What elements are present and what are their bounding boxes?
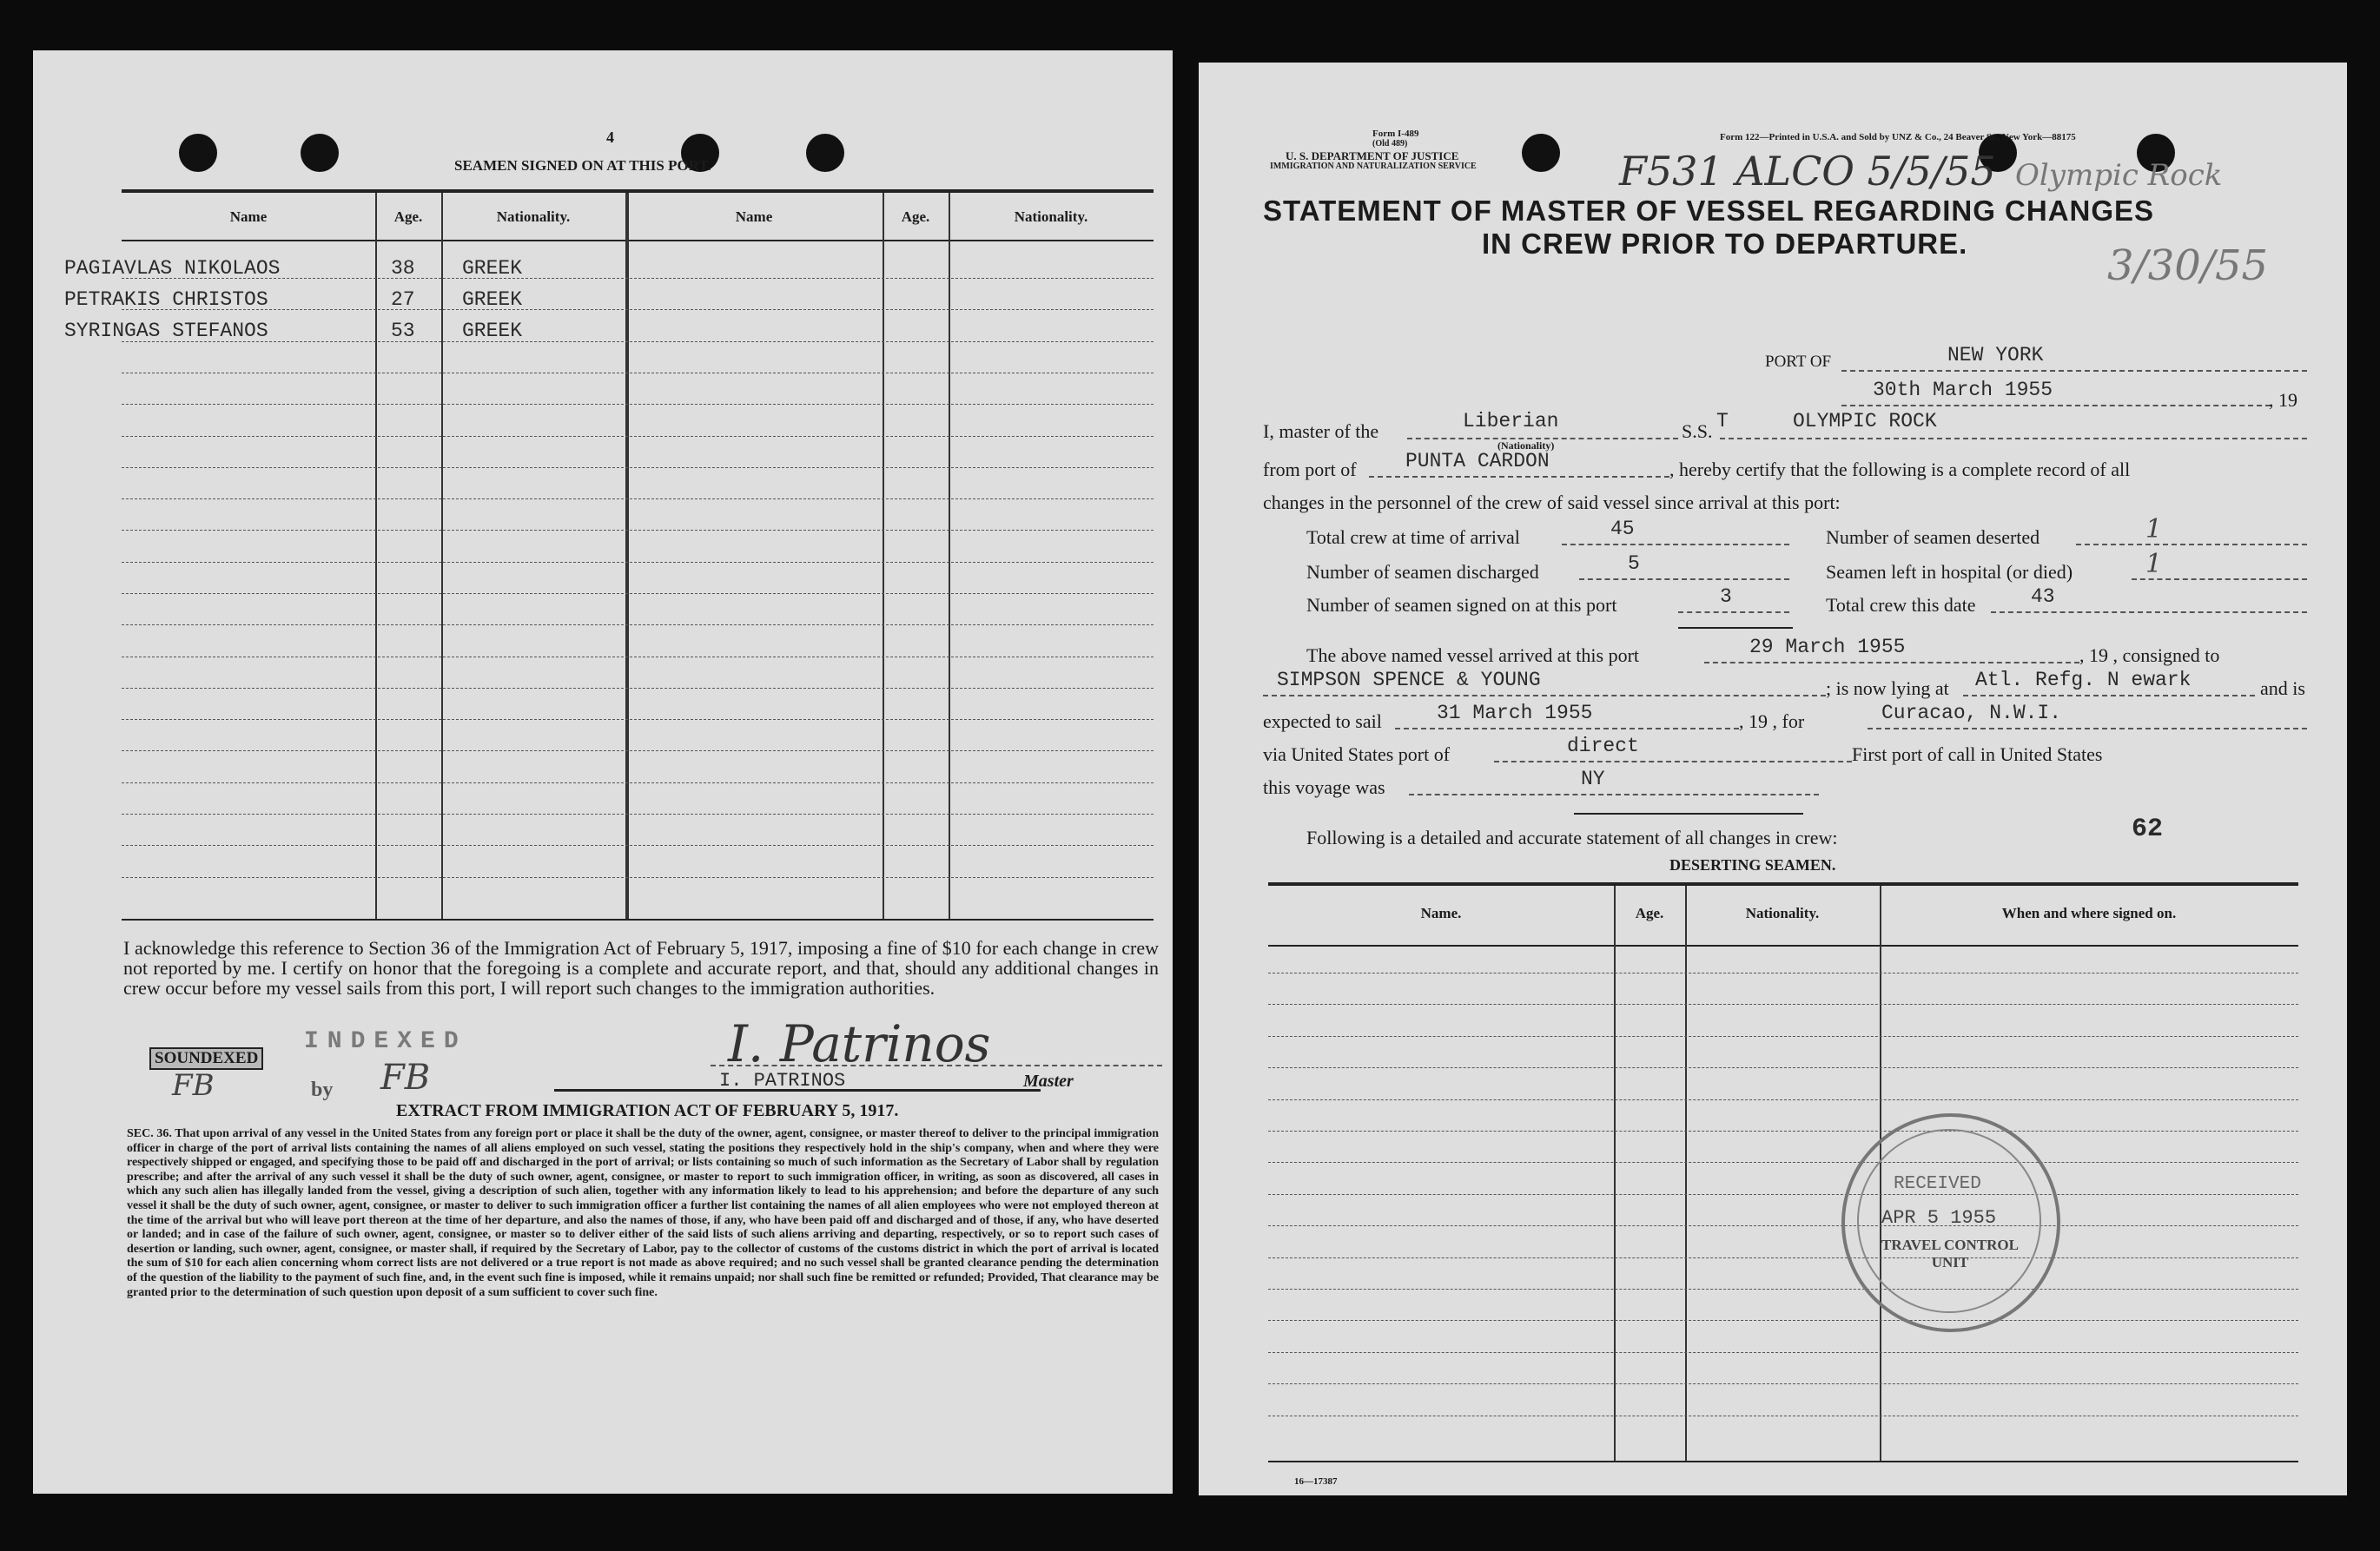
deserting-top-rule [1268,882,2298,886]
table-row-line [122,341,1154,342]
deserting-title: DESERTING SEAMEN. [1669,856,1836,874]
form-old: (Old 489) [1372,139,1408,148]
port-label: PORT OF [1765,353,1832,371]
table-row-line [1268,1162,2298,1163]
table-row-line [122,845,1154,846]
field-line [1991,611,2307,613]
consignee-value: SIMPSON SPENCE & YOUNG [1277,669,1541,691]
received-stamp [1841,1113,2060,1332]
table-row-line [1268,1036,2298,1037]
table-row-line [122,814,1154,815]
for-value: Curacao, N.W.I. [1881,702,2062,724]
table-row-line [122,719,1154,720]
master-signature: I. Patrinos [728,1014,991,1073]
ss-label: S.S. [1682,420,1713,442]
first-port-label: First port of call in United States [1852,743,2103,765]
table-row-line [122,782,1154,783]
form-title-line2: IN CREW PRIOR TO DEPARTURE. [1482,228,1968,260]
table-row-line [1268,1067,2298,1068]
table-row-line [122,750,1154,751]
date-value: 30th March 1955 [1873,379,2053,401]
col-header-nationality: Nationality. [496,208,571,225]
expected-label: expected to sail [1263,710,1382,732]
from-port-label: from port of [1263,459,1357,480]
seaman-nationality: GREEK [462,288,523,311]
deserting-col-age: Age. [1635,905,1664,921]
deserting-col-name: Name. [1420,905,1462,921]
field-line [1963,695,2255,696]
table-row-line [1268,1004,2298,1005]
table-row-line [122,498,1154,499]
stamp-received-text: RECEIVED [1894,1174,1981,1194]
stamp-unit: TRAVEL CONTROL UNIT [1881,1237,2019,1270]
lying-label: ; is now lying at [1826,677,1949,699]
field-line [1395,728,1739,729]
soundexed-stamp: SOUNDEXED [149,1047,263,1070]
this-voyage-value: NY [1581,768,1605,790]
code-value: 62 [2132,815,2164,844]
table-row-line [1268,1257,2298,1258]
table-bottom-rule [122,919,1154,921]
punch-hole [179,134,217,172]
indexed-by-label: by [311,1079,334,1101]
field-line [1868,728,2307,729]
table-row-line [1268,1194,2298,1195]
table-header-rule [122,240,1154,241]
table-row-line [1268,1320,2298,1321]
signed-on-label: Number of seamen signed on at this port [1306,594,1617,616]
seaman-nationality: GREEK [462,257,523,280]
field-underline [1574,813,1803,815]
col-divider [441,193,443,919]
this-voyage-label: this voyage was [1263,776,1385,798]
for-label: , 19 , for [1739,710,1805,732]
expected-value: 31 March 1955 [1437,702,1593,724]
indexed-stamp: INDEXED [304,1028,467,1055]
arrived-label: The above named vessel arrived at this port [1306,644,1640,666]
changes-text: changes in the personnel of the crew of said vessel since arrival at this port: [1263,492,1841,513]
date-line [1841,405,2271,406]
field-line [1678,611,1789,613]
extract-title: EXTRACT FROM IMMIGRATION ACT OF FEBRUARY 5, 1917. [396,1101,899,1120]
handwritten-vessel-name: Olympic Rock [2015,158,2223,193]
field-underline [1678,627,1793,629]
consigned-label: , 19 , consigned to [2079,644,2220,666]
col-header-name: Name [735,208,773,225]
col-header-age: Age. [901,208,930,225]
table-row-line [1268,1352,2298,1353]
deserted-value: 1 [2145,514,2163,544]
deserting-col-nationality: Nationality. [1745,905,1820,921]
table-row-line [122,624,1154,625]
table-row-line [1268,1383,2298,1384]
signature-line [711,1065,1162,1066]
field-line [1704,662,2079,663]
field-line [2076,544,2307,545]
signature-rule [554,1089,1041,1092]
punch-hole [301,134,339,172]
right-page [1199,63,2347,1495]
nationality-value: Liberian [1463,410,1559,432]
seaman-name: PAGIAVLAS NIKOLAOS [64,257,281,280]
deserting-header-rule [1268,945,2298,947]
total-crew-arrival-value: 45 [1610,518,1635,540]
from-port-value: PUNTA CARDON [1405,450,1550,472]
form-title-line1: STATEMENT OF MASTER OF VESSEL REGARDING CHANGES [1263,195,2155,227]
table-row-line [122,593,1154,594]
master-of-label: I, master of the [1263,420,1379,442]
punch-hole [806,134,844,172]
certify-text: , hereby certify that the following is a complete record of all [1669,459,2131,480]
field-line [1409,794,1819,795]
deserted-label: Number of seamen deserted [1826,526,2040,548]
seaman-nationality: GREEK [462,320,523,342]
seaman-age: 38 [391,257,415,280]
service: IMMIGRATION AND NATURALIZATION SERVICE [1270,162,1477,171]
total-crew-date-label: Total crew this date [1826,594,1976,616]
port-line [1841,370,2307,372]
and-is-label: and is [2260,677,2305,699]
table-row-line [122,688,1154,689]
table-row-line [1268,1289,2298,1290]
nationality-caption: (Nationality) [1497,439,1555,452]
via-label: via United States port of [1263,743,1451,765]
punch-hole [1522,134,1560,172]
col-header-name: Name [229,208,268,225]
field-line [1494,761,1852,762]
page-number: 4 [606,129,614,146]
total-crew-date-value: 43 [2031,585,2055,608]
via-value: direct [1567,735,1639,757]
stamp-date: APR 5 1955 [1881,1207,1997,1229]
table-row-line [122,309,1154,310]
handwritten-file-number: F531 ALCO 5/5/55 [1619,148,1996,195]
table-bottom-rule [1268,1461,2298,1462]
footer-code: 16—17387 [1294,1476,1338,1487]
col-divider [949,193,950,919]
initials: FB [172,1068,215,1103]
form-number: Form I-489 [1372,129,1419,139]
table-row-line [1268,1225,2298,1226]
table-row-line [122,530,1154,531]
lying-value: Atl. Refg. N ewark [1975,669,2192,691]
hospital-label: Seamen left in hospital (or died) [1826,561,2073,583]
vessel-line [1720,438,2307,439]
left-page [33,50,1173,1494]
discharged-label: Number of seamen discharged [1306,561,1539,583]
acknowledgment-text: I acknowledge this reference to Section 36 of the Immigration Act of February 5, 1917, imposing a fine of $10 for each change in crew not reported by me. I certify on honor that the foregoing is a complete and accurate report, and that, should any additional changes in crew occur before my vessel sails from this port, I will report such changes to the immigration authorities. [123,937,1159,999]
signed-on-value: 3 [1720,585,1732,608]
arrived-value: 29 March 1955 [1749,636,1906,658]
table-row-line [1268,973,2298,974]
master-name: I. PATRINOS [719,1070,846,1092]
table-row-line [122,467,1154,468]
table-row-line [122,877,1154,878]
col-header-nationality: Nationality. [1014,208,1088,225]
field-line [1562,544,1789,545]
port-value: NEW YORK [1947,344,2044,366]
deserting-col-signed-on: When and where signed on. [2001,905,2177,921]
from-port-line [1369,476,1669,478]
table-row-line [122,404,1154,405]
col-divider [375,193,377,919]
printer-line: Form 122—Printed in U.S.A. and Sold by UNZ & Co., 24 Beaver St., New York—88175 [1720,132,2076,142]
master-label: Master [1023,1072,1074,1091]
table-row-line [1268,1099,2298,1100]
seaman-name: PETRAKIS CHRISTOS [64,288,268,311]
field-line [1579,578,1789,580]
discharged-value: 5 [1628,552,1640,575]
extract-text: SEC. 36. That upon arrival of any vessel in the United States from any foreign port or place it shall be the duty of the owner, agent, consignee, or master thereof to deliver to the principal immigration officer in charge of the port of arrival lists containing the names of all aliens employed on such vessel, stating the positions they respectively hold in the ship's company, when and where they were respectively shipped or engaged, and specifying those to be paid off and discharged in the port of arrival; or lists containing so much of such information as the Secretary of Labor shall by regulation prescribe; and after the arrival of any such vessel it shall be the duty of such owner, agent, consignee, or master to report to such immigration officer, in writing, as soon as discovered, all cases in which any such alien has illegally landed from the vessel, giving a description of such alien, together with any information likely to lead to his apprehension; and before the departure of any such vessel it shall be the duty of such owner, agent, consignee, or master to deliver to such immigration officer a further list containing the names of all alien employees who were not employed thereon at the time of the arrival but who will leave port thereon at the time of her departure, and also the names of those, if any, who have been paid off and discharged and of those, if any, who have deserted or landed; and in case of the failure of such owner, agent, consignee, or master so to deliver either of the said lists of such aliens arriving and departing, respectively, or so to report such cases of desertion or landing, such owner, agent, consignee, or master shall, if required by the Secretary of Labor, pay to the collector of customs of the customs district in which the port of arrival is located the sum of $10 for each alien concerning whom correct lists are not delivered or a true report is not made as above required; and no such vessel shall be granted clearance pending the determination of the question of the liability to the payment of such fine, and, in the event such fine is imposed, while it remains unpaid; nor shall such fine be remitted or refunded; Provided, That clearance may be granted prior to the determination of such question upon deposit of a sum sufficient to cover such fine. [127,1127,1159,1299]
seaman-name: SYRINGAS STEFANOS [64,320,268,342]
following-label: Following is a detailed and accurate statement of all changes in crew: [1306,827,1838,848]
hospital-value: 1 [2145,549,2163,579]
ss-suffix: T [1716,410,1729,432]
year-prefix: , 19 [2269,389,2297,411]
table-row-line [1268,1131,2298,1132]
seaman-age: 27 [391,288,415,311]
department: U. S. DEPARTMENT OF JUSTICE [1286,149,1459,162]
total-crew-arrival-label: Total crew at time of arrival [1306,526,1520,548]
handwritten-date: 3/30/55 [2107,241,2269,290]
initials: FB [380,1058,431,1098]
seaman-age: 53 [391,320,415,342]
col-header-age: Age. [393,208,423,225]
col-divider [883,193,884,919]
vessel-name: OLYMPIC ROCK [1793,410,1937,432]
col-divider [625,193,629,919]
field-line [1263,695,1826,696]
table-row-line [122,562,1154,563]
section-title: SEAMEN SIGNED ON AT THIS PORT. [454,157,711,174]
table-top-rule [122,189,1154,193]
table-row-line [122,436,1154,437]
